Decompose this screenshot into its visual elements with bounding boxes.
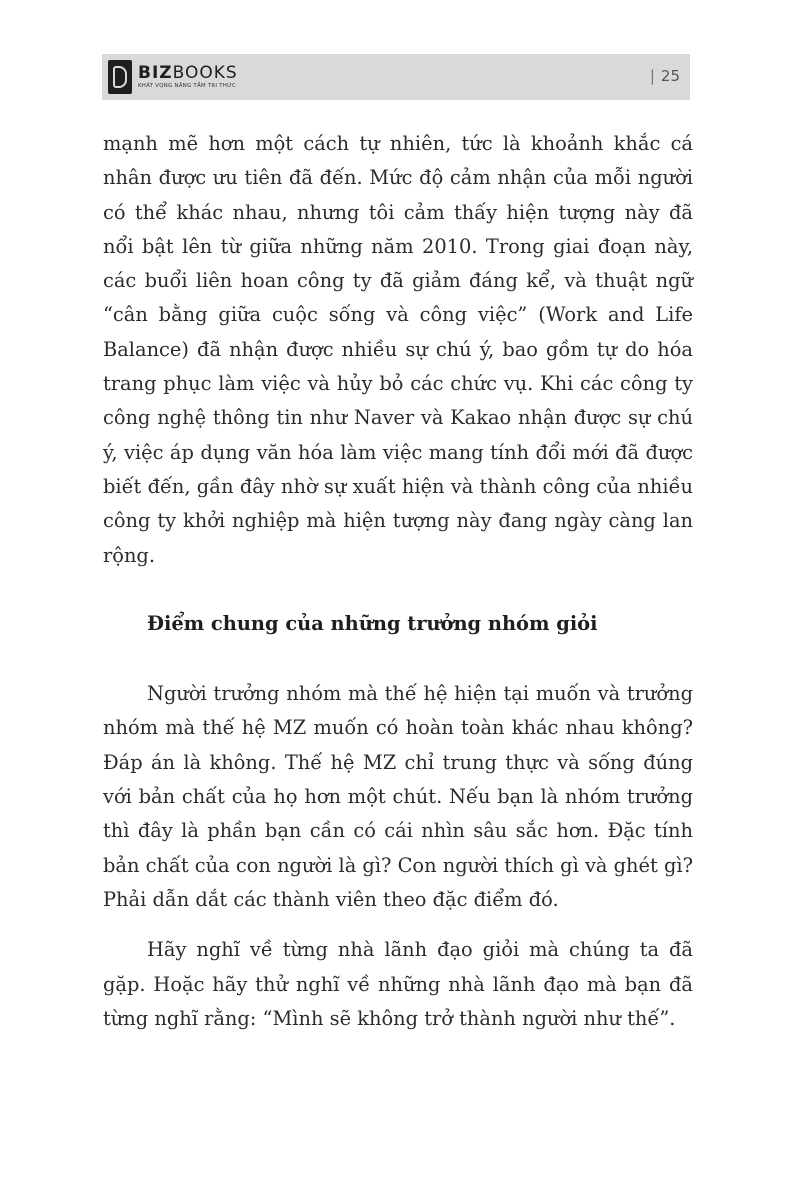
brand-light: BOOKS [172,63,238,83]
logo-text [138,64,238,90]
brand-tagline: KHÁT VỌNG NÂNG TẦM TRI THỨC [138,83,237,89]
brand-name [138,64,238,82]
page-number: 25 [660,67,680,85]
running-header [102,54,690,100]
book-logo-icon [108,60,132,94]
page-separator: | [649,67,655,85]
section-heading: Điểm chung của những trưởng nhóm giỏi [147,611,598,635]
publisher-logo [108,60,238,94]
body-paragraph-2: Người trưởng nhóm mà thế hệ hiện tại muốn và trưởng nhóm mà thế hệ MZ muốn có hoàn toàn khác nhau không? Đáp án là không. Thế hệ MZ chỉ trung thực và sống đúng với bản chất của họ hơn một chút. Nếu bạn là nhóm trưởng thì đây là phần bạn cần có cái nhìn sâu sắc hơn. Đặc tính bản chất của con người là gì? Con người thích gì và ghét gì? Phải dẫn dắt các thành viên theo đặc điểm đó. [103,682,693,911]
body-paragraph-3: Hãy nghĩ về từng nhà lãnh đạo giỏi mà chúng ta đã gặp. Hoặc hãy thử nghĩ về những nhà lãnh đạo mà bạn đã từng nghĩ rằng: “Mình sẽ không trở thành người như thế”. [103,938,693,1030]
page-number-block [650,67,680,85]
body-paragraph-1: mạnh mẽ hơn một cách tự nhiên, tức là khoảnh khắc cá nhân được ưu tiên đã đến. Mức độ cảm nhận của mỗi người có thể khác nhau, nhưng tôi cảm thấy hiện tượng này đã nổi bật lên từ giữa những năm 2010. Trong giai đoạn này, các buổi liên hoan công ty đã giảm đáng kể, và thuật ngữ “cân bằng giữa cuộc sống và công việc” (Work and Life Balance) đã nhận được nhiều sự chú ý, bao gồm tự do hóa trang phục làm việc và hủy bỏ các chức vụ. Khi các công ty công nghệ thông tin như Naver và Kakao nhận được sự chú ý, việc áp dụng văn hóa làm việc mang tính đổi mới đã được biết đến, gần đây nhờ sự xuất hiện và thành công của nhiều công ty khởi nghiệp mà hiện tượng này đang ngày càng lan rộng. [103,132,693,567]
brand-main: BIZ [138,63,173,83]
page-body [103,127,693,1036]
